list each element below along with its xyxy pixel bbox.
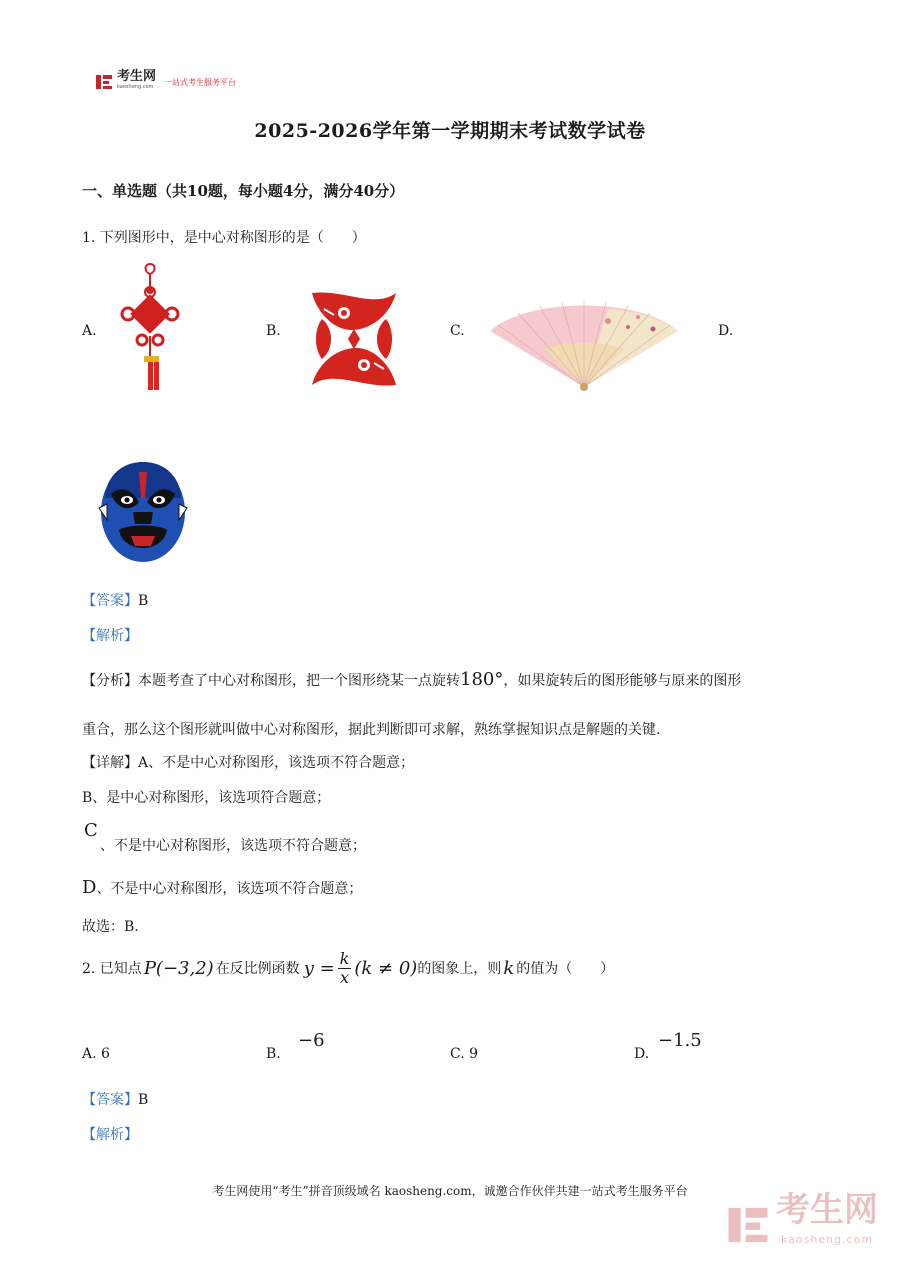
page-footer: 考生网使用“考生”拼音顶级域名 kaosheng.com，诚邀合作伙伴共建一站式考生服务平台	[212, 1184, 688, 1198]
q2-stem-end: 的值为（ ）	[516, 960, 615, 977]
q2-option-a-label: A.	[82, 1046, 97, 1062]
q1-answer-value: B	[138, 593, 149, 609]
q1-fenxi-angle: 180°	[460, 669, 504, 690]
q2-answer-tag: 【答案】	[82, 1092, 138, 1108]
q1-option-a-label: A.	[82, 323, 97, 339]
watermark-text	[776, 1190, 878, 1255]
q1-detail-c-letter: C	[84, 820, 98, 841]
q2-var: k	[503, 958, 515, 979]
q1-fenxi-tag: 【分析】	[82, 673, 138, 689]
kaosheng-logo-icon	[95, 73, 113, 91]
q2-analysis-tag: 【解析】	[82, 1127, 138, 1143]
q1-detail-d-letter: D	[82, 877, 97, 898]
q1-detail-b: B、是中心对称图形，该选项符合题意；	[82, 790, 331, 806]
q1-analysis-tag: 【解析】	[82, 628, 138, 644]
q2-option-a	[82, 1044, 110, 1064]
q2-func-denominator: x	[340, 968, 350, 987]
q2-stem-mid: 在反比例函数	[215, 960, 300, 977]
watermark-logo	[726, 1190, 878, 1255]
q1-detail-d-text: 、不是中心对称图形，该选项不符合题意；	[96, 881, 363, 897]
q1-option-d-label: D.	[718, 323, 734, 339]
watermark-domain: kaosheng.com	[780, 1233, 874, 1246]
q1-option-c-label: C.	[450, 323, 465, 339]
q2-answer	[82, 1090, 148, 1110]
q2-fraction	[338, 950, 352, 987]
q2-point: P(−3,2)	[143, 958, 214, 979]
exam-title: 2025-2026学年第一学期期末考试数学试卷	[254, 120, 646, 142]
q2-option-b-value: −6	[298, 1030, 325, 1051]
section-heading: 一、单选题（共10题，每小题4分，满分40分）	[82, 182, 405, 200]
header-slogan: 一站式考生服务平台	[164, 77, 237, 87]
header-brand: 考生网 kaosheng.com	[117, 71, 156, 93]
paper-cut-fish-image	[304, 289, 404, 389]
q2-option-d-label: D.	[634, 1046, 650, 1062]
q2-option-a-value: 6	[101, 1046, 110, 1062]
q2-func-condition: (k ≠ 0)	[354, 958, 418, 979]
header-logo[interactable]	[95, 71, 236, 93]
q2-answer-value: B	[138, 1092, 149, 1108]
q2-option-c-value: 9	[469, 1046, 479, 1062]
q1-fenxi-text-2: ，如果旋转后的图形能够与原来的图形	[503, 673, 742, 689]
q2-option-d-value: −1.5	[658, 1030, 702, 1051]
q2-option-c	[450, 1044, 478, 1064]
chinese-knot-image	[118, 262, 182, 392]
q2-func-numerator: k	[339, 949, 350, 968]
q2-stem-post: 的图象上，则	[417, 960, 502, 977]
folding-fan-image	[488, 291, 680, 391]
q1-fenxi-line2: 重合，那么这个图形就叫做中心对称图形，据此判断即可求解，熟练掌握知识点是解题的关键.	[82, 722, 661, 738]
q1-option-b-label: B.	[266, 323, 281, 339]
q2-option-b-label: B.	[266, 1046, 281, 1062]
header-domain: kaosheng.com	[117, 84, 154, 90]
opera-mask-image	[97, 458, 189, 564]
q1-answer-tag: 【答案】	[82, 593, 138, 609]
q2-stem-pre: 2. 已知点	[82, 960, 142, 977]
q1-fenxi-text: 本题考查了中心对称图形，把一个图形绕某一点旋转	[138, 673, 460, 689]
q1-detail-a-text: A、不是中心对称图形，该选项不符合题意；	[138, 755, 415, 771]
kaosheng-watermark-icon	[726, 1202, 770, 1248]
q2-func-y: y =	[303, 958, 335, 979]
q2-option-c-label: C.	[450, 1046, 465, 1062]
watermark-brand: 考生网	[776, 1190, 878, 1230]
q1-xiangjie-tag: 【详解】	[82, 755, 138, 771]
q1-fenxi-line1	[82, 670, 741, 691]
q1-detail-a	[82, 753, 414, 773]
q1-conclusion: 故选：B.	[82, 919, 139, 935]
q1-stem: 1. 下列图形中，是中心对称图形的是（ ）	[82, 230, 366, 246]
q1-answer	[82, 591, 148, 611]
q1-detail-d	[82, 877, 362, 899]
q1-detail-c: 、不是中心对称图形，该选项不符合题意；	[100, 838, 366, 854]
q2-stem	[82, 950, 614, 987]
